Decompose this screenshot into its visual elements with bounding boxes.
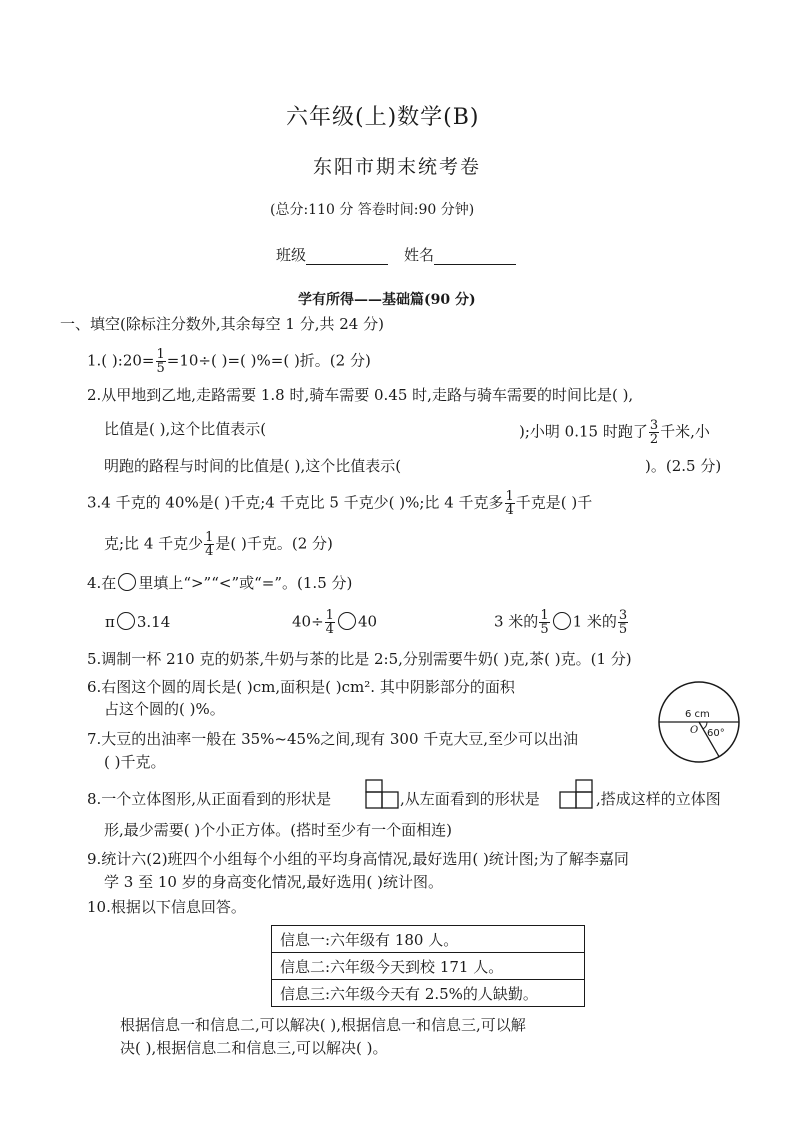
q1-fraction <box>156 348 166 375</box>
question-10-line-3: 决( ),根据信息二和信息三,可以解决( )。 <box>120 1039 388 1057</box>
q3-fraction-1 <box>505 490 515 517</box>
q2-text-c: 千米,小 <box>660 422 710 441</box>
q3-fraction-2 <box>204 531 214 558</box>
question-9-line-2: 学 3 至 10 岁的身高变化情况,最好选用( )统计图。 <box>104 873 443 891</box>
question-10-intro: 10.根据以下信息回答。 <box>87 898 246 916</box>
question-9-line-1: 9.统计六(2)班四个小组每个小组的平均身高情况,最好选用( )统计图;为了解李嘉同 <box>87 850 629 868</box>
q1-frac-den: 5 <box>156 361 165 376</box>
question-7-line-1: 7.大豆的出油率一般在 35%~45%之间,现有 300 千克大豆,至少可以出油 <box>87 730 579 748</box>
question-10-line-2: 根据信息一和信息二,可以解决( ),根据信息一和信息三,可以解 <box>120 1016 526 1034</box>
compare-circle-icon <box>118 573 136 591</box>
section-heading: 学有所得——基础篇(90 分) <box>298 292 476 308</box>
q2-frac-num: 3 <box>649 418 659 433</box>
q2-frac-den: 2 <box>649 432 659 447</box>
page-title: 六年级(上)数学(B) <box>286 105 480 130</box>
q4-item2-left: 40÷ <box>292 612 324 631</box>
q4-text-a: 4.在 <box>87 574 117 592</box>
q4-item3-b: 1 米的 <box>572 612 617 631</box>
q4-item2-circle[interactable] <box>338 612 356 630</box>
q4-item2-fraction <box>325 609 335 636</box>
front-view-icon <box>365 779 399 809</box>
question-6-line-1: 6.右图这个圆的周长是( )cm,面积是( )cm². 其中阴影部分的面积 <box>87 678 515 696</box>
part-one-heading: 一、填空(除标注分数外,其余每空 1 分,共 24 分) <box>60 315 384 333</box>
q4-item3-den1: 5 <box>540 622 549 637</box>
left-view-icon <box>559 779 595 809</box>
question-6-line-2: 占这个圆的( )%。 <box>104 700 225 718</box>
q2-text-b: );小明 0.15 时跑了 <box>519 422 648 441</box>
q4-item-2 <box>292 609 377 636</box>
q3-frac2-num: 1 <box>205 530 214 545</box>
question-1 <box>87 348 371 375</box>
circle-figure <box>655 678 743 766</box>
q3-frac1-den: 4 <box>505 503 514 518</box>
question-3-line-2 <box>104 531 333 558</box>
question-4 <box>87 573 352 593</box>
question-2-line-3b: )。(2.5 分) <box>645 457 722 475</box>
q4-item3-den2: 5 <box>618 622 628 637</box>
q4-item3-a: 3 米的 <box>494 612 539 631</box>
q4-item3-fraction-2 <box>618 609 628 636</box>
class-blank[interactable] <box>306 248 388 265</box>
info-cell-2: 信息二:六年级今天到校 171 人。 <box>272 953 585 980</box>
q3-frac2-den: 4 <box>205 544 214 559</box>
q4-item-1 <box>105 612 170 632</box>
q4-item3-num2: 3 <box>618 608 628 623</box>
question-2-line-3a: 明跑的路程与时间的比值是( ),这个比值表示( <box>104 457 402 475</box>
question-8-line-2: 形,最少需要( )个小正方体。(搭时至少有一个面相连) <box>104 821 452 839</box>
question-8-line-1b: ,从左面看到的形状是 <box>400 790 540 808</box>
q4-item3-fraction-1 <box>539 609 549 636</box>
question-7-line-2: ( )千克。 <box>104 753 166 771</box>
angle-label: 60° <box>707 728 725 739</box>
q3-text-a: 3.4 千克的 40%是( )千克;4 千克比 5 千克少( )%;比 4 千克多 <box>87 493 504 512</box>
q3-frac1-num: 1 <box>505 489 514 504</box>
q4-item2-right: 40 <box>357 612 378 631</box>
class-label: 班级 <box>276 246 307 264</box>
q4-item3-num1: 1 <box>540 608 549 623</box>
class-field[interactable] <box>276 244 388 265</box>
info-cell-1: 信息一:六年级有 180 人。 <box>272 926 585 953</box>
q3-text-c: 克;比 4 千克少 <box>104 534 204 553</box>
question-8-line-1c: ,搭成这样的立体图 <box>596 790 721 808</box>
name-field[interactable] <box>404 244 516 265</box>
name-blank[interactable] <box>434 248 516 265</box>
table-row <box>272 953 585 980</box>
q4-item3-circle[interactable] <box>553 612 571 630</box>
exam-subtitle: 东阳市期末统考卷 <box>313 156 482 178</box>
question-2-line-1: 2.从甲地到乙地,走路需要 1.8 时,骑车需要 0.45 时,走路与骑车需要的时间比是( ), <box>87 386 634 404</box>
q4-text-b: 里填上“>”“<”或“=”。(1.5 分) <box>138 574 353 592</box>
q1-text-b: =10÷( )=( )%=( )折。(2 分) <box>166 351 371 370</box>
center-label: O <box>690 725 699 736</box>
q4-item1-left: π <box>105 613 115 631</box>
q1-frac-num: 1 <box>156 347 165 362</box>
q4-item1-right: 3.14 <box>136 613 171 631</box>
q4-item-3 <box>494 609 629 636</box>
question-3-line-1 <box>87 490 592 517</box>
question-8-line-1a: 8.一个立体图形,从正面看到的形状是 <box>87 790 332 808</box>
question-5: 5.调制一杯 210 克的奶茶,牛奶与茶的比是 2:5,分别需要牛奶( )克,茶( )克。(1 分) <box>87 650 632 668</box>
info-table <box>271 925 585 1007</box>
q3-text-b: 千克是( )千 <box>515 493 593 512</box>
radius-label: 6 cm <box>685 709 710 720</box>
question-2-line-2a: 比值是( ),这个比值表示( <box>104 420 267 438</box>
q4-item2-num: 1 <box>325 608 334 623</box>
q4-item2-den: 4 <box>325 622 334 637</box>
table-row <box>272 926 585 953</box>
q2-fraction <box>649 419 659 446</box>
q1-text-a: 1.( ):20= <box>87 351 155 370</box>
name-label: 姓名 <box>404 246 435 264</box>
info-cell-3: 信息三:六年级今天有 2.5%的人缺勤。 <box>272 980 585 1007</box>
question-2-line-2b <box>519 419 710 446</box>
q3-text-d: 是( )千克。(2 分) <box>215 534 333 553</box>
exam-meta: (总分:110 分 答卷时间:90 分钟) <box>270 202 475 218</box>
table-row <box>272 980 585 1007</box>
q4-item1-circle[interactable] <box>117 612 135 630</box>
